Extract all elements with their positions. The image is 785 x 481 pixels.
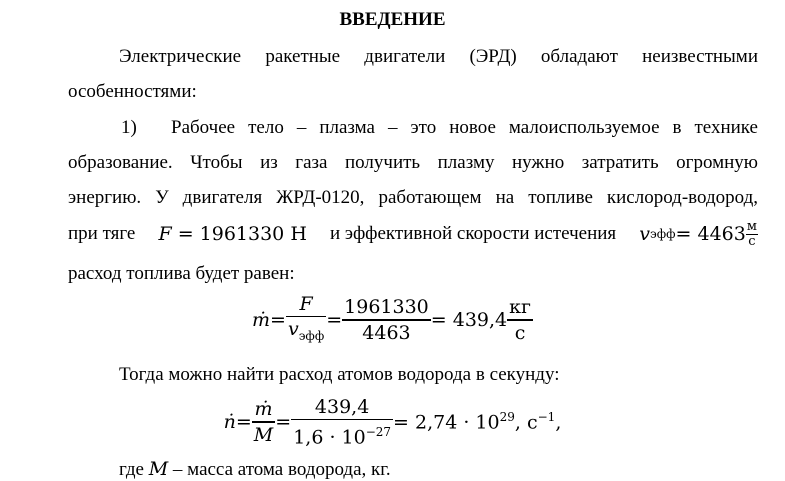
- v-subscript: эфф: [298, 328, 325, 343]
- result-exponent: 29: [499, 410, 515, 425]
- formula-mass-flow: [0, 292, 785, 348]
- fraction-mdot: ṁ: [254, 398, 273, 421]
- where-line: [119, 458, 391, 481]
- line4-mid-text: и эффективной скорости истечения: [330, 223, 617, 244]
- fraction-M: M: [253, 423, 274, 446]
- item-line-4: [68, 214, 758, 254]
- formula-atom-rate: [0, 394, 785, 450]
- equals-sign-2: =: [326, 309, 343, 331]
- item-line-3: энергию. У двигателя ЖРД-0120, работающем на топливе кислород-водород,: [68, 187, 758, 208]
- list-number: 1): [121, 117, 137, 138]
- result-unit: , с: [514, 411, 538, 434]
- fraction-numeric-den: 4463: [362, 321, 411, 344]
- unit-den: с: [514, 321, 526, 344]
- equals-sign-4: =: [275, 411, 292, 433]
- fraction-numeric-num: 1961330: [344, 296, 429, 319]
- item-line-5: расход топлива будет равен:: [68, 263, 295, 284]
- velocity-subscript: эфф: [650, 227, 676, 241]
- where-pre: где: [119, 459, 149, 480]
- v-symbol: v: [287, 318, 299, 341]
- fraction-numeric-2-den: [291, 420, 393, 449]
- den-exponent: −27: [365, 424, 392, 439]
- intro-line-1: Электрические ракетные двигатели (ЭРД) обладают неизвестными: [119, 46, 758, 67]
- result-tail: ,: [555, 411, 562, 434]
- sentence-2: Тогда можно найти расход атомов водорода в секунду:: [119, 364, 560, 385]
- velocity-unit: [746, 220, 758, 249]
- unit-fraction: [507, 295, 533, 344]
- thrust-expression: [158, 223, 306, 245]
- velocity-unit-den: с: [748, 233, 756, 249]
- page-title: ВВЕДЕНИЕ: [339, 9, 446, 30]
- thrust-symbol: F: [158, 223, 172, 245]
- velocity-unit-num: м: [746, 218, 757, 234]
- fraction-numerator: F: [299, 293, 313, 315]
- den-base: 1,6 · 10: [293, 426, 366, 449]
- equals-sign: =: [270, 309, 286, 331]
- unit-num: кг: [509, 296, 531, 319]
- velocity-value: = 4463: [675, 223, 746, 245]
- intro-line-2: особенностями:: [68, 81, 197, 102]
- item-line-2: образование. Чтобы из газа получить плазму нужно затратить огромную: [68, 152, 758, 173]
- formula-2-result: [393, 410, 561, 433]
- result-base: = 2,74 · 10: [393, 411, 500, 434]
- fraction-mdot-over-M: [252, 397, 275, 446]
- line4-pre-text: при тяге: [68, 223, 136, 244]
- equals-sign-3: =: [235, 411, 252, 433]
- velocity-symbol: v: [639, 223, 651, 245]
- fraction-numeric-2: [291, 395, 393, 450]
- where-symbol: M: [148, 458, 169, 480]
- thrust-value: = 1961330 Н: [171, 223, 307, 245]
- where-post: – масса атома водорода, кг.: [168, 459, 391, 480]
- item-line-1: Рабочее тело – плазма – это новое малоиспользуемое в технике: [171, 117, 758, 138]
- fraction-denominator: [286, 317, 326, 348]
- fraction-numeric: [342, 295, 431, 344]
- result-unit-exponent: −1: [537, 410, 556, 425]
- fraction-numeric-2-num: 439,4: [314, 395, 370, 418]
- formula-result: = 439,4: [430, 309, 508, 331]
- ndot-symbol: ṅ: [223, 411, 236, 433]
- fraction-F-over-v: [286, 292, 326, 348]
- mdot-symbol: ṁ: [252, 309, 271, 331]
- velocity-expression: [639, 220, 758, 249]
